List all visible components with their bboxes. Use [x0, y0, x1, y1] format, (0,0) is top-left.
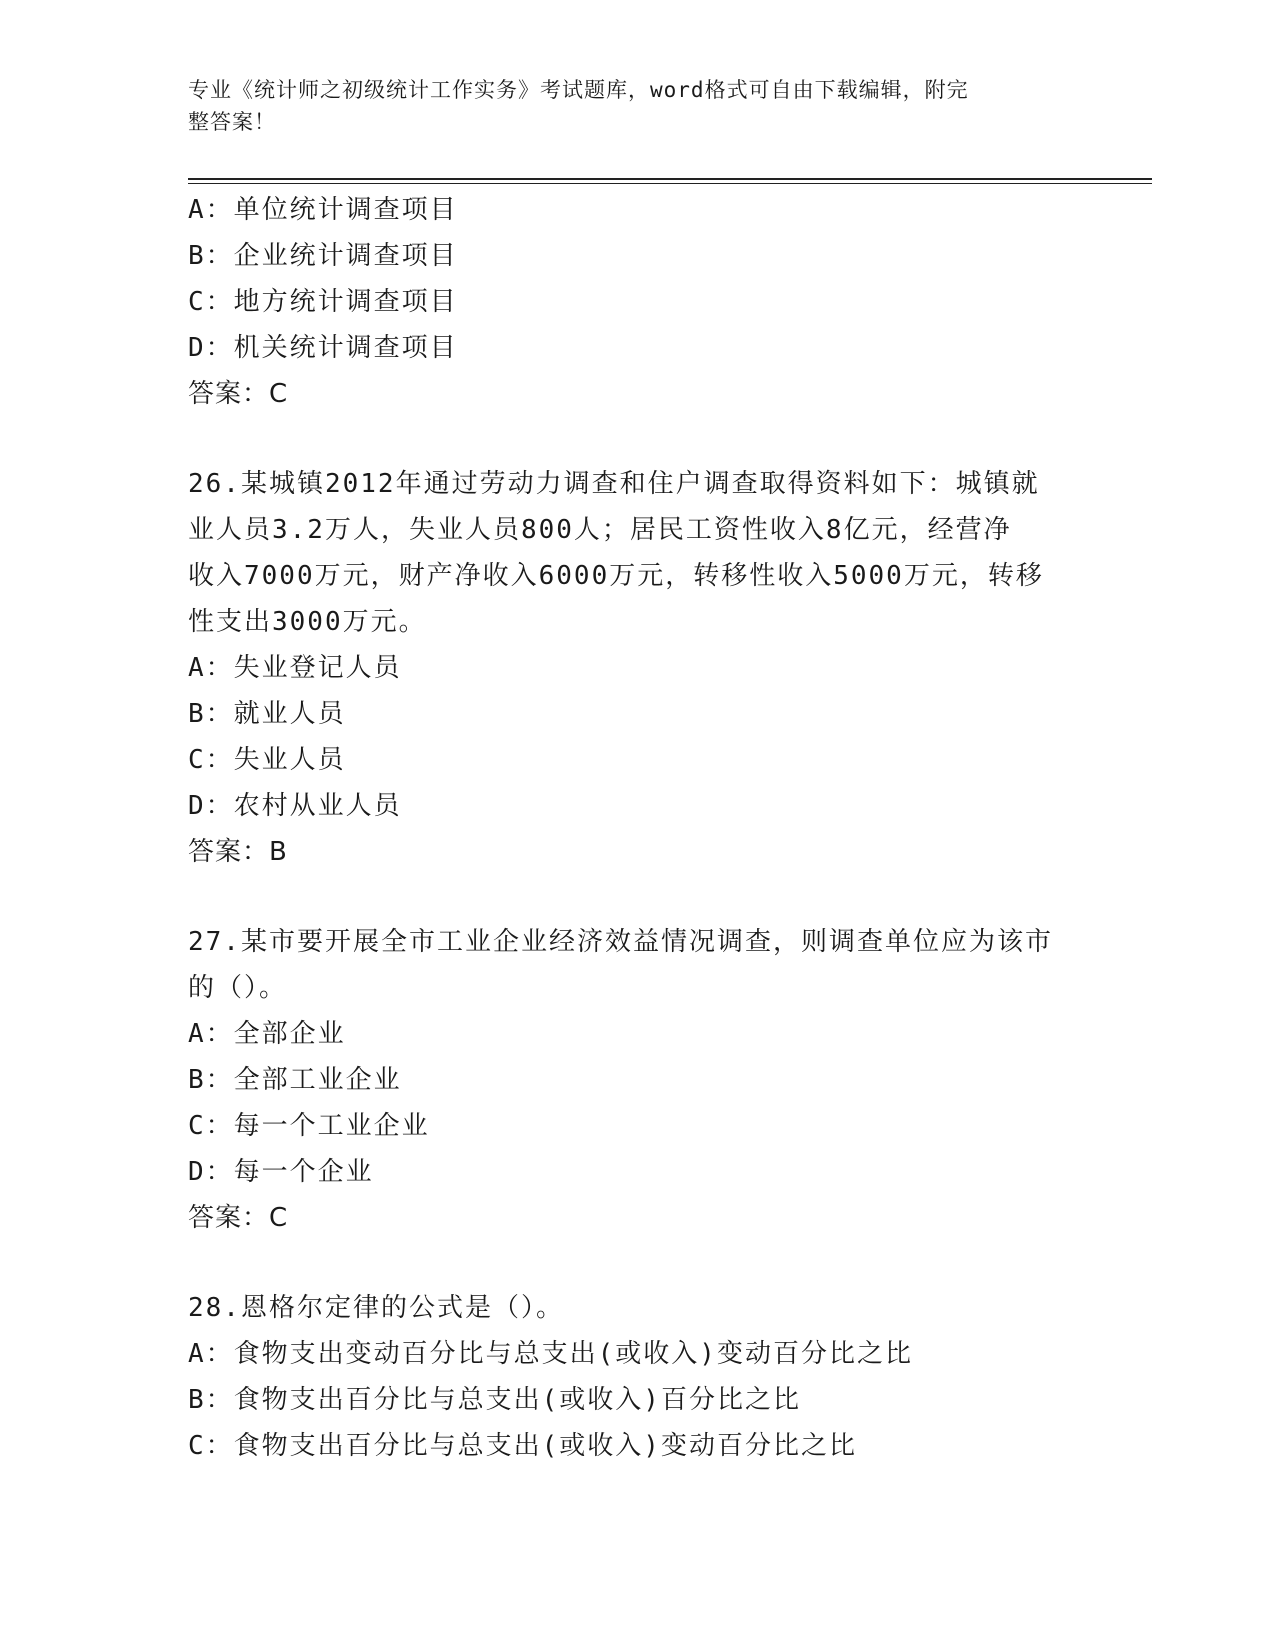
question-stem: 27.某市要开展全市工业企业经济效益情况调查，则调查单位应为该市 — [188, 927, 1053, 957]
header-title-line1: 专业《统计师之初级统计工作实务》考试题库，word格式可自由下载编辑，附完 — [188, 78, 969, 102]
option-b — [188, 1377, 1088, 1423]
question-26 — [188, 461, 1088, 875]
option-letter: A： — [188, 653, 234, 683]
option-text: 农村从业人员 — [233, 791, 402, 821]
answer: 答案：B — [188, 837, 288, 867]
option-d — [188, 325, 1088, 371]
question-stem: 性支出3000万元。 — [188, 607, 427, 637]
question-28 — [188, 1285, 1088, 1469]
option-b — [188, 233, 1088, 279]
question-25 — [188, 187, 1088, 417]
option-b — [188, 1057, 1088, 1103]
question-27 — [188, 919, 1088, 1241]
option-b — [188, 691, 1088, 737]
option-a — [188, 645, 1088, 691]
option-text: 单位统计调查项目 — [233, 195, 458, 225]
option-text: 食物支出变动百分比与总支出(或收入)变动百分比之比 — [233, 1339, 913, 1369]
option-letter: C： — [188, 745, 234, 775]
option-text: 机关统计调查项目 — [233, 333, 458, 363]
option-letter: B： — [188, 1385, 234, 1415]
option-text: 全部企业 — [233, 1019, 346, 1049]
header-rule-thick — [188, 178, 1152, 180]
question-stem: 26.某城镇2012年通过劳动力调查和住户调查取得资料如下：城镇就 — [188, 469, 1040, 499]
option-letter: D： — [188, 1157, 234, 1187]
option-letter: B： — [188, 241, 234, 271]
option-d — [188, 783, 1088, 829]
option-letter: C： — [188, 1111, 234, 1141]
option-c — [188, 1423, 1088, 1469]
option-a — [188, 187, 1088, 233]
option-text: 食物支出百分比与总支出(或收入)百分比之比 — [233, 1385, 801, 1415]
spacer — [188, 875, 1088, 919]
option-letter: C： — [188, 1431, 234, 1461]
option-text: 每一个企业 — [233, 1157, 374, 1187]
option-letter: A： — [188, 1019, 234, 1049]
option-letter: A： — [188, 195, 234, 225]
spacer — [188, 1241, 1088, 1285]
option-text: 失业人员 — [233, 745, 346, 775]
header-title-line2: 整答案！ — [188, 110, 276, 134]
option-a — [188, 1331, 1088, 1377]
answer: 答案：C — [188, 1203, 289, 1233]
question-content — [188, 187, 1088, 1469]
option-text: 地方统计调查项目 — [233, 287, 458, 317]
question-stem: 业人员3.2万人，失业人员800人；居民工资性收入8亿元，经营净 — [188, 515, 1012, 545]
option-text: 就业人员 — [233, 699, 346, 729]
option-letter: B： — [188, 1065, 234, 1095]
option-letter: D： — [188, 333, 234, 363]
option-c — [188, 1103, 1088, 1149]
option-a — [188, 1011, 1088, 1057]
page-header — [188, 74, 1068, 138]
option-c — [188, 279, 1088, 325]
option-text: 失业登记人员 — [233, 653, 402, 683]
option-text: 每一个工业企业 — [233, 1111, 430, 1141]
option-letter: C： — [188, 287, 234, 317]
option-letter: A： — [188, 1339, 234, 1369]
question-stem: 收入7000万元，财产净收入6000万元，转移性收入5000万元，转移 — [188, 561, 1044, 591]
option-letter: B： — [188, 699, 234, 729]
option-text: 食物支出百分比与总支出(或收入)变动百分比之比 — [233, 1431, 857, 1461]
option-text: 全部工业企业 — [233, 1065, 402, 1095]
option-letter: D： — [188, 791, 234, 821]
answer: 答案：C — [188, 379, 289, 409]
question-stem: 的（）。 — [188, 973, 288, 1003]
option-d — [188, 1149, 1088, 1195]
question-stem: 28.恩格尔定律的公式是（）。 — [188, 1293, 564, 1323]
header-rule-thin — [188, 183, 1152, 184]
option-c — [188, 737, 1088, 783]
spacer — [188, 417, 1088, 461]
option-text: 企业统计调查项目 — [233, 241, 458, 271]
